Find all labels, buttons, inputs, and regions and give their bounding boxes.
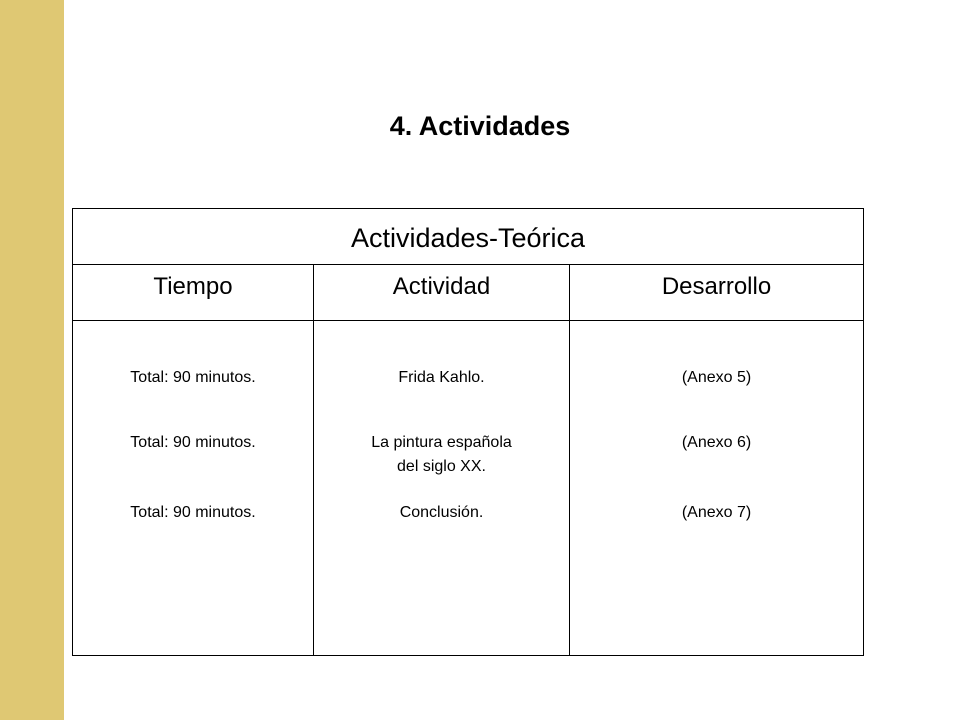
- cell-tiempo-row2: Total: 90 minutos.: [130, 434, 256, 451]
- cell-desarrollo-row3: (Anexo 7): [681, 504, 752, 521]
- cell-desarrollo-row2: (Anexo 6): [681, 434, 752, 451]
- table-title: Actividades-Teórica: [73, 209, 863, 265]
- header-tiempo: Tiempo: [153, 273, 233, 300]
- cell-tiempo-row1: Total: 90 minutos.: [130, 369, 256, 386]
- activities-table: [72, 208, 864, 656]
- cell-actividad-row2-line2: del siglo XX.: [397, 458, 486, 475]
- header-actividad: Actividad: [392, 273, 491, 300]
- page-title: 4. Actividades: [389, 111, 571, 141]
- table-header-row: [73, 265, 863, 321]
- column-divider: [569, 265, 570, 655]
- cell-actividad-row2: [314, 431, 569, 479]
- cell-actividad-row2-line1: La pintura española: [371, 434, 512, 451]
- decorative-side-bar: [0, 0, 64, 720]
- header-desarrollo: Desarrollo: [661, 273, 772, 300]
- cell-desarrollo-row1: (Anexo 5): [681, 369, 752, 386]
- cell-tiempo-row3: Total: 90 minutos.: [130, 504, 256, 521]
- cell-actividad-row1: Frida Kahlo.: [398, 369, 485, 386]
- cell-actividad-row3: Conclusión.: [399, 504, 484, 521]
